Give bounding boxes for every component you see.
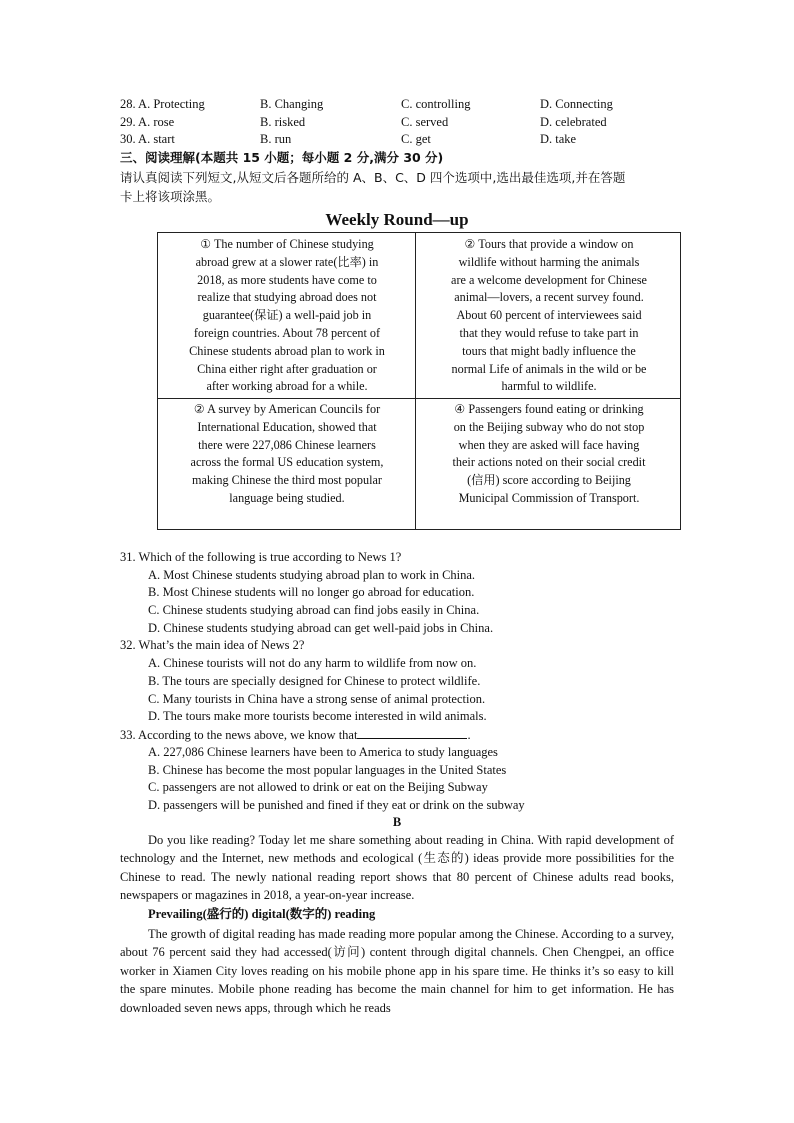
section-instruction-line2: 卡上将该项涂黑。 [120,189,221,204]
news-1-cell [162,236,412,396]
news-3-line: there were 227,086 Chinese learners [198,437,376,452]
news-4-line: on the Beijing subway who do not stop [453,419,645,434]
question-stem-33 [120,726,471,745]
section-heading: 三、阅读理解(本题共 15 小题；每小题 2 分,满分 30 分) [120,150,444,165]
news-2-line: are a welcome development for Chinese [451,272,647,287]
question-stem-text: 33. According to the news above, we know that [120,728,358,742]
news-1-line: abroad grew at a slower rate(比率) in [195,254,379,269]
q30-option-d: D. take [540,132,577,146]
answer-option: B. Most Chinese students will no longer go abroad for education. [148,585,475,599]
news-3-line: ② A survey by American Councils for [193,402,381,416]
passage-b-label: B [392,815,402,829]
answer-option: C. passengers are not allowed to drink or eat on the Beijing Subway [148,780,488,794]
news-1-line: after working abroad for a while. [206,379,368,394]
news-1-line: Chinese students abroad plan to work in [189,343,385,358]
news-1-line: guarantee(保证) a well-paid job in [202,308,372,323]
news-2-line: animal—lovers, a recent survey found. [454,290,644,305]
passage-b-subheading: Prevailing(盛行的) digital(数字的) reading [148,907,376,921]
q28-option-c: C. controlling [401,97,471,111]
news-table [157,232,681,530]
q29-option-b: B. risked [260,115,306,129]
answer-option: A. Chinese tourists will not do any harm to wildlife from now on. [148,656,477,670]
answer-blank [357,726,467,739]
answer-option: A. Most Chinese students studying abroad plan to work in China. [148,568,476,582]
news-4-line: ④ Passengers found eating or drinking [454,402,644,416]
news-2-line: About 60 percent of interviewees said [456,308,642,323]
answer-option: A. 227,086 Chinese learners have been to America to study languages [148,745,498,759]
passage-b-paragraph-2: The growth of digital reading has made reading more popular among the Chinese. According to a survey, about 76 percent said they had accessed(访问) content through digital channels. Chen Chengpei, an office worker in Xiamen City loves reading on his mobile phone app in his spare time. He thinks it’s so easy to kill the spare minutes. Mobile phone reading has become the main channel for him to get information. He has downloaded seven news apps, through which he reads [120,927,674,1015]
news-3-line: International Education, showed that [197,419,377,434]
q30-option-a: 30. A. start [120,132,175,146]
answer-option: B. Chinese has become the most popular languages in the United States [148,763,507,777]
news-2-line: ② Tours that provide a window on [464,237,634,251]
news-4-line: (信用) score according to Beijing [467,473,631,488]
news-2-line: harmful to wildlife. [501,379,597,394]
q30-option-c: C. get [401,132,431,146]
news-1-line: realize that studying abroad does not [197,290,377,305]
question-stem: 31. Which of the following is true according to News 1? [120,550,402,564]
q28-option-b: B. Changing [260,97,324,111]
q30-option-b: B. run [260,132,292,146]
answer-option: C. Chinese students studying abroad can find jobs easily in China. [148,603,480,617]
q29-option-a: 29. A. rose [120,115,175,129]
table-divider-vertical [415,233,416,529]
question-stem-end: . [467,728,471,742]
news-2-cell [420,236,678,396]
q28-option-a: 28. A. Protecting [120,97,205,111]
news-2-line: tours that might badly influence the [462,343,636,358]
answer-option: D. passengers will be punished and fined if they eat or drink on the subway [148,798,525,812]
q29-option-c: C. served [401,115,449,129]
passage-a-title: Weekly Round—up [325,210,469,229]
news-4-cell [420,401,678,508]
news-3-line: across the formal US education system, [190,455,384,470]
news-3-cell [162,401,412,508]
question-stem: 32. What’s the main idea of News 2? [120,638,305,652]
news-1-line: China either right after graduation or [197,361,377,376]
table-divider-horizontal [158,398,680,399]
q28-option-d: D. Connecting [540,97,613,111]
news-2-line: normal Life of animals in the wild or be [451,361,647,376]
answer-option: C. Many tourists in China have a strong sense of animal protection. [148,692,486,706]
answer-option: B. The tours are specially designed for Chinese to protect wildlife. [148,674,481,688]
news-4-line: when they are asked will face having [458,437,640,452]
news-4-line: Municipal Commission of Transport. [458,490,640,505]
answer-option: D. The tours make more tourists become interested in wild animals. [148,709,487,723]
news-1-line: 2018, as more students have come to [197,272,377,287]
news-3-line: language being studied. [229,490,345,505]
q29-option-d: D. celebrated [540,115,607,129]
passage-b-paragraph-1: Do you like reading? Today let me share something about reading in China. With rapid development of technology and the Internet, new methods and ecological (生态的) ideas provide more possibilities for the Chinese to read. The newly national reading report shows that 80 percent of Chinese adults read books, newspapers or magazines in 2018, a year-on-year increase. [120,833,674,903]
news-2-line: that they would refuse to take part in [459,325,639,340]
section-instruction-line1: 请认真阅读下列短文,从短文后各题所给的 A、B、C、D 四个选项中,选出最佳选项,并在答题 [120,170,626,185]
news-1-line: foreign countries. About 78 percent of [193,325,381,340]
news-2-line: wildlife without harming the animals [458,254,640,269]
news-3-line: making Chinese the third most popular [192,473,382,488]
news-4-line: their actions noted on their social credit [452,455,646,470]
news-1-line: ① The number of Chinese studying [200,237,374,251]
answer-option: D. Chinese students studying abroad can get well-paid jobs in China. [148,621,494,635]
